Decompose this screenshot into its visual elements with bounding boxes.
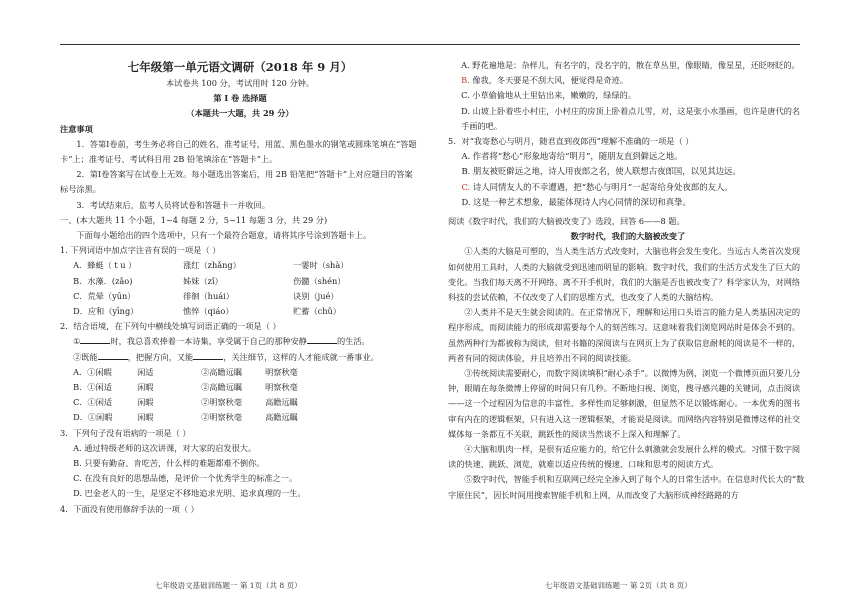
question-2-option-a: A．①闲暇 闲适 ②高瞻远瞩 明察秋毫 [73,366,298,377]
question-2-option-c: C．①闲适 闲暇 ②明察秋毫 高瞻远瞩 [73,397,298,408]
question-3-option-a: A. 通过特级老师的这次讲课，对大家的启发很大。 [73,442,257,453]
question-1-option-d: D．应和（yīng） 憔悴（qiáo） 贮蓄（chǔ） [73,306,341,317]
section-heading: 一、(本大题共 11 个小题，1~4 每题 2 分，5~11 每题 3 分，共 29 分) [60,214,328,225]
reading-title: 数字时代，我们的大脑被改变了 [570,231,686,242]
reading-paragraph-5: ⑤数字时代，智能手机和互联网已经完全渗入到了每个人的日常生活中。在信息时代长大的“数字原住民”，因长时间用搜索智能手机和上网，从而改变了大脑形成神经路路的方 [448,474,805,500]
question-4-option-c: C. 小草偷偷地从土里钻出来，嫩嫩的，绿绿的。 [461,90,637,101]
exam-title: 七年级第一单元语文调研（2018 年 9 月） [127,60,353,74]
footer-left: 七年级语文基础训练题一 第 1页（共 8 页） [155,581,302,590]
question-5-stem: 5．对“我寄愁心与明月，随君直到夜郎西”理解不准确的一项是（ ） [448,136,694,147]
reading-paragraph-2: ②人类并不是天生就会阅读的。在正常情况下，理解和运用口头语言的能力是人类基因决定的程序形成，而阅读能力的形成却需要每个人的刻苦练习。这意味着我们浏览网站时是体会不到的。虽然两种行为都被称为阅读，但对书籍的深阅读与在网页上为了获取信息耐耗的阅读是不一样的，两者有同的阅读体验，并且培养出不同的阅读技能。 [448,307,801,363]
question-3-option-d: D. 巴金老人的一生，是坚定不移地追求光明、追求真理的一生。 [73,488,306,499]
section-intro: 下面每小题给出的四个选项中，只有一个最符合题意，请将其序号涂到答题卡上。 [76,230,372,241]
reading-intro: 阅读《数字时代，我们的大脑被改变了》选段，回答 6——8 题。 [448,216,685,227]
question-5-option-b: B. 朋友被贬僻远之地，诗人用夜郎之名，使人联想古夜郎国，以见其边远。 [461,166,741,177]
part-subheading: （本题共一大题，共 29 分） [186,108,294,119]
question-5-option-d: D. 这是一种艺术想象，最能体现诗人内心同情的深切和真挚。 [461,196,691,207]
question-5-option-a: A. 作者将“愁心”形象地寄给“明月”，随朋友直到僻远之地。 [461,151,683,162]
question-1-option-b: B．水藻．(zǎo) 姊妹（zǐ） 伤髓（shén） [73,275,346,286]
footer-right: 七年级语文基础训练题一 第 2页（共 8 页） [545,581,692,590]
question-3-stem: 3．下列句子没有语病的一项是（ ） [60,427,191,438]
question-3-option-b: B. 只要有勤奋、肯吃苦，什么样的难题都难不倒你。 [73,458,265,469]
question-3-option-c: C. 在没有良好的思想品德，是评价一个优秀学生的标准之一。 [73,473,298,484]
note-3: 3．考试结束后，监考人员将试卷和答题卡一并收回。 [76,199,270,210]
question-2-stem: 2．结合语境，在下列句中横线处填写词语正确的一项是（ ） [60,321,281,332]
question-4-stem: 4．下面没有使用修辞手法的一项（ ） [60,503,199,514]
part-heading: 第 Ⅰ 卷 选择题 [213,93,267,104]
question-5-option-c: C. 诗人同情友人的不幸遭遇，把“愁心与明月”一起寄给身处夜郎的友人。 [461,181,733,192]
question-1-option-a: A．蜂蜓（ t u ） 涨红（zhǎng） 一霎时（shà） [73,260,349,271]
question-4-option-d: D. 山坡上卧着些小村庄，小村庄的房顶上卧着点儿雪，对，这是张小水墨画，也许是唐代的名手画的吧。 [461,105,801,131]
top-rule [60,44,800,45]
notes-title: 注意事项 [60,123,93,134]
note-2: 2．第Ⅰ卷答案写在试卷上无效。每小题选出答案后，用 2B 铅笔把“答题卡”上对应题目的答案标号涂黑。 [60,169,413,195]
question-1-option-c: C．荒晕（yūn） 徘徊（huái） 诀别（jué） [73,290,339,301]
question-4-option-b: B. 像我，冬天要是不刮大风，便觉得是奇迹。 [461,75,628,86]
reading-paragraph-1: ①人类的大脑是可塑的，当人类生活方式改变时，大脑也将会发生变化。当远古人类首次发现如何使用工具时，人类的大脑就受到迅速而明显的影响。数字时代，我们的生活方式发生了巨大的变化。当我们每天离不开网络、离不开手机时，我们的大脑是否也被改变了？科学家认为，对网络科技的尝试依赖，不仅改变了人们的思维方式，也改变了人类的大脑结构。 [448,246,801,303]
right-column [448,58,808,503]
left-column [60,58,420,517]
question-2-option-d: D．①闲暇 闲暇 ②明察秋毫 高瞻远瞩 [73,412,298,423]
reading-paragraph-4: ④大脑和肌肉一样，是很有适应能力的，给它什么刺激就会发展什么样的模式。习惯于数字阅读的快速、跳跃、浏览，就难以适应传统的慢速、口味和思考的阅读方式。 [448,444,801,470]
question-4-option-a: A. 野花遍地是：杂样儿，有名字的，没名字的，散在草丛里，像眼睛，像星星，还眨呀眨的。 [461,60,800,70]
question-1-stem: 1. 下列词语中加点字注音有误的一项是（ ） [60,245,221,256]
question-2-sentence-2: ②既能 ，把握方向，又能 ，关注细节，这样的人才能成就一番事业。 [73,351,379,362]
exam-info: 本试卷共 100 分，考试用时 120 分钟。 [165,78,315,88]
question-2-option-b: B．①闲适 闲暇 ②高瞻远瞩 明察秋毫 [73,382,298,393]
reading-paragraph-3: ③传统阅读需要耐心，而数字阅读填积“耐心杀手”。以微博为例，浏览一个微博页面只要几分钟，眼睛在每条微博上停留的时间只有几秒。不断地扫视、浏览，搜寻感兴趣的关键词，点击阅读——这一个过程因为信息的丰富性、多样性而足够刺激，但显然不足以锻炼耐心。一本优秀的图书审有内在的逻辑框架，只有进入这一逻辑框架，才能说是阅读。而网络内容特别是微博这样的社交媒体每一条都互不关联，跳跃性的阅读当然谈不上深入和理解了。 [448,368,801,439]
question-2-sentence-1: ① 时，我总喜欢捧着一本诗集，享受属于自己的那种安静 的生活。 [73,336,370,347]
note-1: 1．答第Ⅰ卷前，考生务必将自己的姓名、准考证号，用蓝、黑色墨水的钢笔或圆珠笔填在“答题卡”上；准考证号、考试科目用 2B 铅笔填涂在“答题卡”上。 [60,138,417,165]
